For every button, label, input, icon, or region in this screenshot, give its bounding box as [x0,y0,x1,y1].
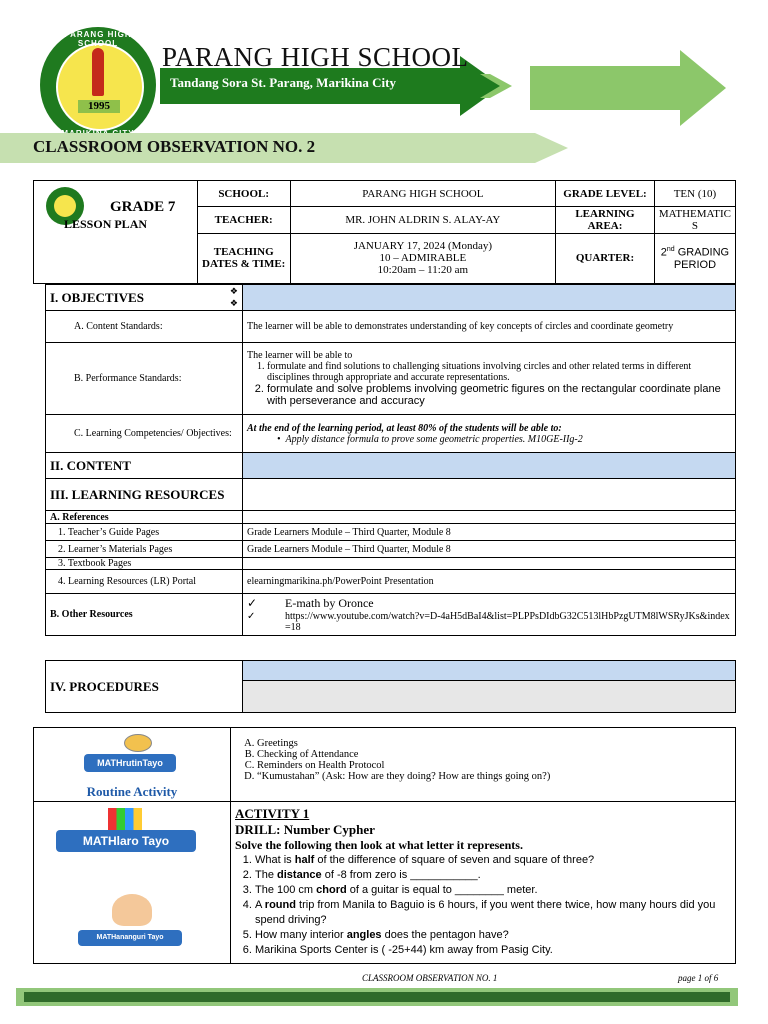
dates-line-1: JANUARY 17, 2024 (Monday) [353,240,492,253]
procedures-heading: IV. PROCEDURES [46,661,243,713]
routine-item-attendance: B. Checking of Attendance [257,749,731,760]
routine-label: Routine Activity [86,784,178,799]
dates-line-2: 10 – ADMIRABLE [379,252,467,265]
routine-item-kumustahan: D. “Kumustahan” (Ask: How are they doing? How are things going on?) [257,771,731,782]
references-label: A. References [46,511,243,524]
competency-intro: At the end of the learning period, at least 80% of the students will be able to: [247,422,562,434]
teacher-value: MR. JOHN ALDRIN S. ALAY-AY [290,207,556,233]
routine-logo [84,734,178,776]
routine-logo-text: MATHrutinTayo [84,754,176,772]
seal-year: 1995 [78,100,120,113]
grade-title: GRADE 7 [110,199,176,215]
question-4: 4. A round trip from Manila to Baguio is 6 hours, if you went there twice, how many hours did you spend driving? [255,898,731,928]
drill-title: DRILL: Number Cypher [235,822,375,837]
drill-instruction: Solve the following then look at what letter it represents. [235,838,523,852]
competency-item: • Apply distance formula to prove some geometric properties. M10GE-IIg-2 [277,433,583,445]
procedures-blank-2 [243,681,736,713]
activities-table [33,727,736,964]
references-blank [243,511,736,524]
performance-list [247,361,731,407]
grade-cell [34,181,198,284]
performance-item-2: 2. formulate and solve problems involving geometric figures on the rectangular coordinate plane with perseverance and accuracy [267,383,731,407]
footer-text: CLASSROOM OBSERVATION NO. 1 [362,973,498,983]
question-3: 3. The 100 cm chord of a guitar is equal to ________ meter. [255,883,731,898]
performance-item-1: 1. formulate and find solutions to challenging situations involving circles and other related terms in different disciplines through appropriate and accurate representations. [267,361,731,383]
learners-materials-label: 2. Learner’s Materials Pages [46,541,243,558]
other-resources-label: B. Other Resources [46,594,243,636]
competencies-cell [243,415,736,453]
school-address: Tandang Sora St. Parang, Marikina City [170,75,396,90]
objectives-heading-cell [46,285,243,311]
content-heading: II. CONTENT [46,453,243,479]
objectives-heading: I. OBJECTIVES [50,289,144,305]
drill-questions [235,853,731,958]
question-5: 5. How many interior angles does the pentagon have? [255,928,731,943]
footer-bar-inner [24,992,730,1002]
learning-area-label: LEARNING AREA: [556,207,655,233]
routine-items-cell [231,728,736,802]
school-name: PARANG HIGH SCHOOL [162,42,469,72]
routine-list [235,738,731,782]
lr-portal-label: 4. Learning Resources (LR) Portal [46,570,243,594]
youtube-link[interactable]: https://www.youtube.com/watch?v=D-4aH5dBaI4&list=PLPPsDIdbG32C513lHbPzgUTM8lWSRyJKs&index=18 [285,611,730,633]
lesson-plan-label: LESSON PLAN [64,217,148,231]
learning-resources-blank [243,479,736,511]
student-icon [112,894,152,926]
objectives-blank [243,285,736,311]
routine-item-health: C. Reminders on Health Protocol [257,760,731,771]
question-6: 6. Marikina Sports Center is ( -25+44) km away from Pasig City. [255,943,731,958]
learning-resources-heading: III. LEARNING RESOURCES [46,479,243,511]
performance-standards-cell [243,343,736,415]
learners-materials-value: Grade Learners Module – Third Quarter, Module 8 [243,541,736,558]
routine-item-greetings: A. Greetings [257,738,731,749]
school-label: SCHOOL: [197,181,290,207]
competencies-label: C. Learning Competencies/ Objectives: [46,415,243,453]
routine-cell [34,728,231,802]
question-1: 1. What is half of the difference of square of seven and square of three? [255,853,731,868]
lesson-main-table [45,284,736,636]
quarter-label: QUARTER: [556,233,655,284]
content-standards-text: The learner will be able to demonstrates understanding of key concepts of circles and coordinate geometry [243,311,736,343]
lr-portal-value: elearningmarikina.ph/PowerPoint Presentation [243,570,736,594]
performance-standards-label: B. Performance Standards: [46,343,243,415]
clock-icon [124,734,152,752]
teachers-guide-value: Grade Learners Module – Third Quarter, Module 8 [243,524,736,541]
ananguri-logo: MATHananguri Tayo [78,930,182,946]
content-standards-label: A. Content Standards: [46,311,243,343]
dates-line-3: 10:20am – 11:20 am [377,264,469,277]
laro-logo: MATHlaro Tayo [56,830,196,852]
teachers-guide-label: 1. Teacher’s Guide Pages [46,524,243,541]
other-resource-1: ✓ E-math by Oronce [247,596,374,610]
observation-title: CLASSROOM OBSERVATION NO. 2 [33,137,316,156]
diamond-bullets: ❖ ❖ [229,286,238,308]
procedures-table [45,660,736,713]
question-2: 2. The distance of -8 from zero is ___________. [255,868,731,883]
teacher-label: TEACHER: [197,207,290,233]
other-resources-cell [243,594,736,636]
grade-level-value: TEN (10) [654,181,735,207]
seal-top-text: PARANG HIGH SCHOOL [64,30,132,48]
procedures-blank-1 [243,661,736,681]
other-resource-2: ✓ https://www.youtube.com/watch?v=D-4aH5dBaI4&list=PLPPsDIdbG32C513lHbPzgUTM8lWSRyJKs&index=18 [247,611,730,633]
performance-intro: The learner will be able to [247,350,353,361]
dates-value [290,233,556,284]
footer-page-number: page 1 of 6 [678,973,719,983]
activity-title: ACTIVITY 1 [235,806,310,821]
textbook-value [243,558,736,570]
content-blank [243,453,736,479]
quarter-value: 2nd GRADING PERIOD [654,233,735,284]
activity-logos-cell [34,802,231,964]
grade-level-label: GRADE LEVEL: [556,181,655,207]
school-value: PARANG HIGH SCHOOL [290,181,556,207]
activity-cell [231,802,736,964]
textbook-label: 3. Textbook Pages [46,558,243,570]
learning-area-value: MATHEMATIC S [654,207,735,233]
torch-icon [92,48,104,96]
lesson-header-table [33,180,736,284]
dates-label: TEACHING DATES & TIME: [197,233,290,284]
